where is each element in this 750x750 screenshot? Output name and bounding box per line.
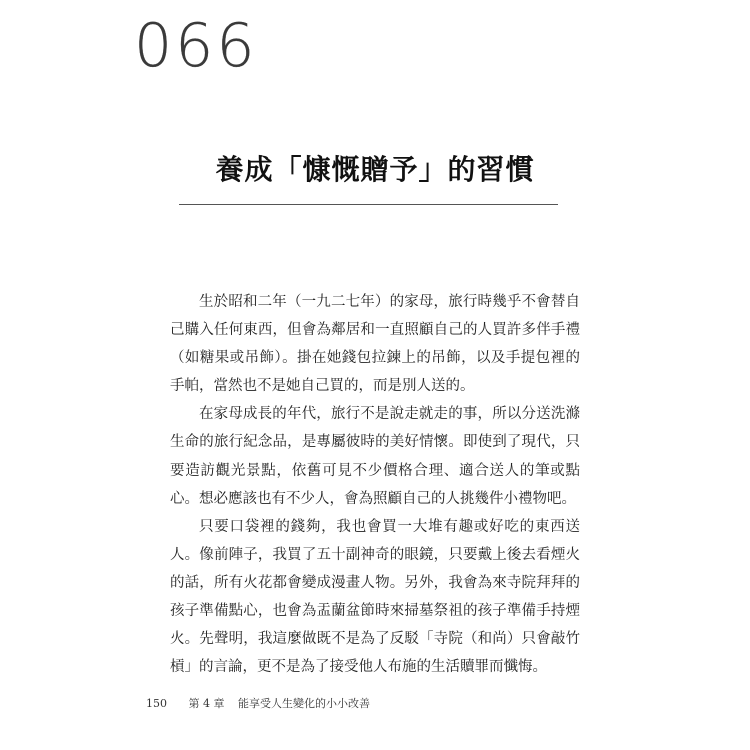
paragraph: 只要口袋裡的錢夠，我也會買一大堆有趣或好吃的東西送人。像前陣子，我買了五十副神奇的眼鏡，只要戴上後去看煙火的話，所有火花都會變成漫畫人物。另外，我會為來寺院拜拜的孩子準備點心，也會為盂蘭盆節時來掃墓祭祖的孩子準備手持煙火。先聲明，我這麼做既不是為了反駁「寺院（和尚）只會敲竹槓」的言論，更不是為了接受他人布施的生活贖罪而懺悔。 (170, 518, 580, 676)
chapter-number: 066 (134, 11, 258, 81)
page-footer (146, 696, 370, 712)
page-title: 養成「慷慨贈予」的習慣 (215, 153, 535, 186)
chapter-title: 能享受人生變化的小小改善 (238, 697, 370, 710)
paragraph: 在家母成長的年代，旅行不是說走就走的事，所以分送洗滌生命的旅行紀念品，是專屬彼時的美好情懷。即使到了現代，只要造訪觀光景點，依舊可見不少價格合理、適合送人的筆或點心。想必應該也有不少人，會為照顧自己的人挑幾件小禮物吧。 (170, 406, 580, 507)
paragraph: 生於昭和二年（一九二七年）的家母，旅行時幾乎不會替自己購入任何東西，但會為鄰居和一直照顧自己的人買許多伴手禮（如糖果或吊飾）。掛在她錢包拉鍊上的吊飾，以及手提包裡的手帕，當然也不是她自己買的，而是別人送的。 (170, 294, 580, 395)
body-text (170, 288, 580, 681)
chapter-label: 第 4 章 (188, 697, 225, 710)
title-divider (179, 204, 558, 205)
page-number: 150 (146, 697, 167, 710)
